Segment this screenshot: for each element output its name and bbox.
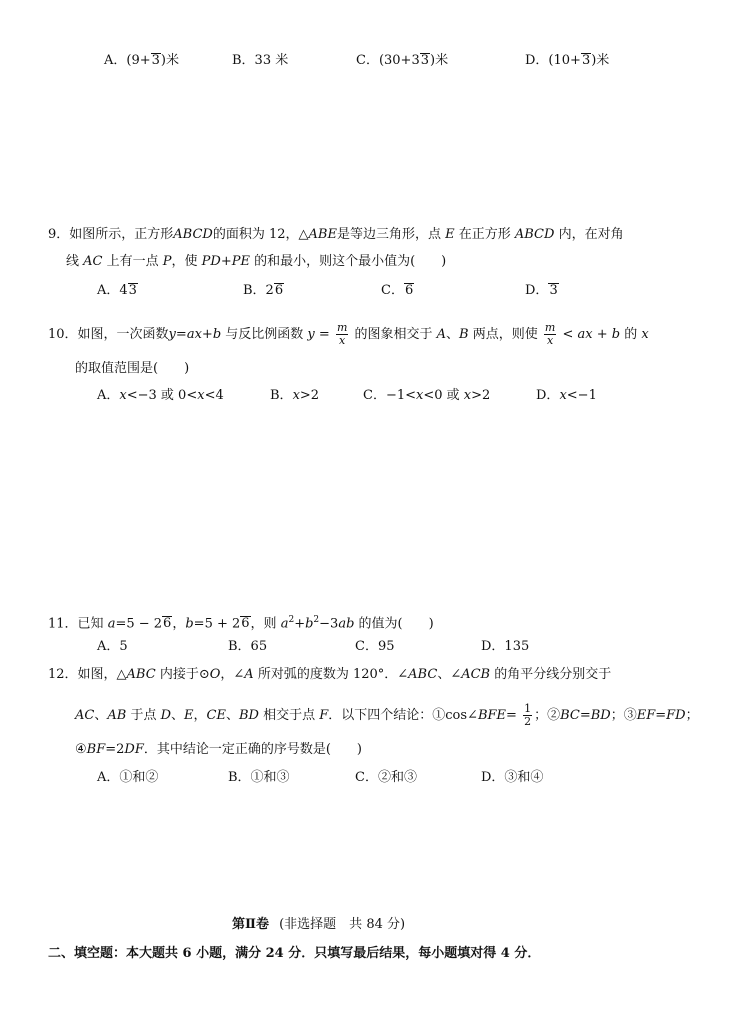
q10-stem-line1: 10．如图，一次函数y=ax+b 与反比例函数 y = $\frac{m}{x}$ 的图象相交于 A、B 两点，则使 $\frac{m}{x}$ < ax + b 的 x (48, 321, 649, 347)
q10-stem-line2: 的取值范围是( ) (75, 361, 190, 376)
q12-option-b: B．①和③ (228, 770, 290, 785)
q12-option-a: A．①和② (97, 770, 159, 785)
q8-option-a: A．(9+3)米 (104, 53, 179, 68)
q10-option-c: C．−1<x<0 或 x>2 (363, 388, 491, 403)
q12-stem-line2: AC、AB 于点 D、E，CE、BD 相交于点 F．以下四个结论：①cos∠BFE= $\frac{1}{2}$ ；②BC=BD；③EF=FD； (75, 702, 699, 728)
q9-option-b: B．26 (243, 283, 284, 298)
q12-stem-line1: 12．如图，△ABC 内接于⊙O，∠A 所对弧的度数为 120°．∠ABC、∠ACB 的角平分线分别交于 (48, 667, 612, 682)
part2-title: 第Ⅱ卷 (232, 917, 269, 932)
q12-option-d: D．③和④ (481, 770, 544, 785)
q11-option-d: D．135 (481, 639, 530, 654)
q12-option-c: C．②和③ (355, 770, 417, 785)
section2-heading: 二、填空题：本大题共 6 小题，满分 24 分．只填写最后结果，每小题填对得 4 分． (48, 946, 541, 961)
part2-heading (232, 917, 405, 933)
q8-option-b: B．33 米 (232, 53, 289, 68)
q11-option-c: C．95 (355, 639, 395, 654)
q12-stem-line3: ④BF=2DF．其中结论一定正确的序号数是( ) (75, 742, 363, 757)
q8-option-c: C．(30+33)米 (356, 53, 449, 68)
q10-option-d: D．x<−1 (536, 388, 597, 403)
q8-option-d: D．(10+3)米 (525, 53, 610, 68)
q9-stem-line2: 线 AC 上有一点 P，使 PD+PE 的和最小，则这个最小值为( ) (66, 254, 447, 269)
q9-option-d: D．3 (525, 283, 558, 298)
q9-option-c: C．6 (381, 283, 414, 298)
q9-stem-line1: 9．如图所示，正方形ABCD的面积为 12，△ABE是等边三角形，点 E 在正方形 ABCD 内，在对角 (48, 227, 624, 242)
q10-option-a: A．x<−3 或 0<x<4 (97, 388, 224, 403)
part2-subtitle: (非选择题 共 84 分) (279, 917, 406, 932)
q10-option-b: B．x>2 (270, 388, 320, 403)
q11-option-a: A．5 (97, 639, 128, 654)
q11-stem: 11．已知 a=5 − 26，b=5 + 26，则 $a^2+b^2-3ab$ 的值为( ) (48, 615, 434, 632)
q9-option-a: A．43 (97, 283, 137, 298)
q11-option-b: B．65 (228, 639, 268, 654)
